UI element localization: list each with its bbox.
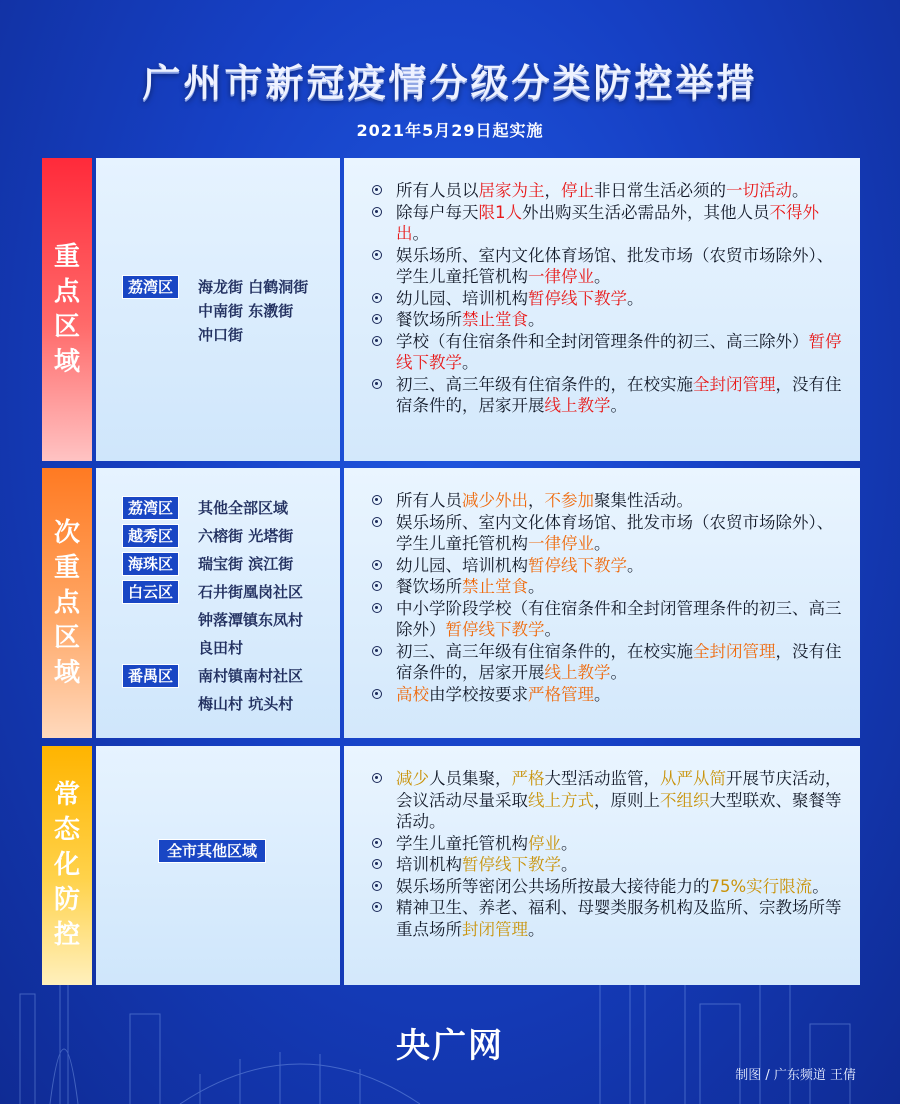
highlight-text: 减少外出	[462, 491, 528, 510]
zone-row-secondary	[42, 468, 860, 738]
highlight-text: 不得外出	[396, 202, 819, 243]
bullet-icon	[372, 581, 382, 591]
highlight-text: 封闭管理	[462, 919, 528, 939]
measure-item: 幼儿园、培训机构暂停线下教学。	[372, 288, 846, 310]
zone-label: 重 点 区 域	[42, 158, 92, 461]
page-title: 广州市新冠疫情分级分类防控举措	[142, 61, 758, 105]
measure-list-panel	[344, 158, 860, 461]
highlight-text: 禁止堂食	[462, 310, 528, 329]
measure-item: 除每户每天限1人外出购买生活必需品外，其他人员不得外出。	[372, 202, 846, 245]
highlight-text: 不组织	[660, 790, 710, 810]
measure-list	[372, 768, 846, 940]
district-tag: 海珠区	[122, 552, 179, 576]
measure-item: 幼儿园、培训机构暂停线下教学。	[372, 555, 846, 577]
street-list: 冲口街	[198, 326, 244, 344]
street-list: 石井街凰岗社区	[198, 583, 304, 601]
measure-item: 学校（有住宿条件和全封闭管理条件的初三、高三除外）暂停线下教学。	[372, 331, 846, 374]
highlight-text: 限1人	[478, 202, 522, 222]
measure-item: 娱乐场所等密闭公共场所按最大接待能力的75%实行限流。	[372, 876, 846, 898]
measure-item: 娱乐场所、室内文化体育场馆、批发市场（农贸市场除外）、学生儿童托管机构一律停业。	[372, 245, 846, 288]
measure-item: 所有人员以居家为主，停止非日常生活必须的一切活动。	[372, 180, 846, 202]
measure-item: 初三、高三年级有住宿条件的，在校实施全封闭管理，没有住宿条件的，居家开展线上教学。	[372, 374, 846, 417]
street-list: 海龙街 白鹤洞街	[198, 278, 309, 296]
zone-label: 次 重 点 区 域	[42, 468, 92, 738]
highlight-text: 一律停业	[528, 534, 594, 553]
highlight-text: 禁止堂食	[462, 577, 528, 596]
measure-list	[372, 490, 846, 705]
street-list: 其他全部区域	[198, 499, 289, 517]
zone-row-routine	[42, 746, 860, 985]
bullet-icon	[372, 379, 382, 389]
bullet-icon	[372, 207, 382, 217]
bullet-icon	[372, 646, 382, 656]
bullet-icon	[372, 495, 382, 505]
highlight-text: 居家为主	[478, 181, 545, 200]
highlight-text: 一切活动	[726, 181, 792, 200]
measure-item: 初三、高三年级有住宿条件的，在校实施全封闭管理，没有住宿条件的，居家开展线上教学。	[372, 641, 846, 684]
bullet-icon	[372, 293, 382, 303]
highlight-text: 75%实行限流	[709, 876, 813, 896]
bullet-icon	[372, 314, 382, 324]
district-list	[96, 746, 340, 985]
bullet-icon	[372, 185, 382, 195]
measure-item: 餐饮场所禁止堂食。	[372, 309, 846, 331]
highlight-text: 线上教学	[544, 396, 611, 415]
district-tag: 白云区	[122, 580, 179, 604]
bullet-icon	[372, 838, 382, 848]
highlight-text: 暂停线下教学	[396, 331, 842, 372]
measure-item: 餐饮场所禁止堂食。	[372, 576, 846, 598]
street-list: 钟落潭镇东凤村	[198, 611, 304, 629]
bullet-icon	[372, 773, 382, 783]
measure-item: 中小学阶段学校（有住宿条件和全封闭管理条件的初三、高三除外）暂停线下教学。	[372, 598, 846, 641]
highlight-text: 暂停线下教学	[462, 855, 561, 874]
measure-item: 减少人员集聚，严格大型活动监管，从严从简开展节庆活动，会议活动尽量采取线上方式，原则上不组织大型联欢、聚餐等活动。	[372, 768, 846, 833]
bullet-icon	[372, 881, 382, 891]
credit-text: 制图 / 广东频道 王倩	[735, 1068, 856, 1083]
highlight-text: 暂停线下教学	[528, 555, 627, 575]
highlight-text: 全封闭管理	[693, 374, 776, 394]
district-list	[96, 158, 340, 461]
district-tag: 荔湾区	[122, 275, 179, 299]
highlight-text: 线上教学	[544, 663, 611, 682]
highlight-text: 不参加	[544, 491, 594, 510]
highlight-text: 高校	[396, 684, 429, 704]
highlight-text: 从严从简	[660, 769, 726, 788]
bullet-icon	[372, 517, 382, 527]
street-list: 中南街 东漖街	[198, 302, 294, 320]
street-list: 南村镇南村社区	[198, 667, 304, 685]
measure-item: 高校由学校按要求严格管理。	[372, 684, 846, 706]
highlight-text: 严格管理	[528, 684, 594, 704]
bullet-icon	[372, 603, 382, 613]
district-tag: 全市其他区域	[158, 839, 266, 863]
measure-list	[372, 180, 846, 417]
zone-row-key	[42, 158, 860, 461]
highlight-text: 暂停线下教学	[445, 620, 545, 639]
bullet-icon	[372, 689, 382, 699]
street-list: 六榕街 光塔街	[198, 527, 294, 545]
bullet-icon	[372, 560, 382, 570]
highlight-text: 减少	[396, 769, 429, 788]
measure-item: 学生儿童托管机构停业。	[372, 833, 846, 855]
district-tag: 荔湾区	[122, 496, 179, 520]
street-list: 瑞宝街 滨江街	[198, 555, 294, 573]
highlight-text: 停业	[528, 833, 561, 853]
measure-item: 娱乐场所、室内文化体育场馆、批发市场（农贸市场除外）、学生儿童托管机构一律停业。	[372, 512, 846, 555]
bullet-icon	[372, 250, 382, 260]
street-list: 良田村	[198, 639, 244, 657]
highlight-text: 暂停线下教学	[528, 288, 627, 308]
street-list: 梅山村 坑头村	[198, 695, 294, 713]
measure-list-panel	[344, 468, 860, 738]
district-tag: 番禺区	[122, 664, 179, 688]
bullet-icon	[372, 859, 382, 869]
highlight-text: 全封闭管理	[693, 641, 776, 661]
highlight-text: 一律停业	[528, 267, 594, 286]
page-subtitle: 2021年5月29日起实施	[356, 121, 544, 140]
measure-item: 所有人员减少外出，不参加聚集性活动。	[372, 490, 846, 512]
brand-logo: 央广网	[396, 1026, 504, 1066]
zone-label: 常 态 化 防 控	[42, 746, 92, 985]
measure-item: 培训机构暂停线下教学。	[372, 854, 846, 876]
highlight-text: 线上方式	[528, 790, 594, 810]
district-tag: 越秀区	[122, 524, 179, 548]
district-list	[96, 468, 340, 738]
bullet-icon	[372, 336, 382, 346]
measure-list-panel	[344, 746, 860, 985]
highlight-text: 严格	[511, 769, 545, 788]
measure-item: 精神卫生、养老、福利、母婴类服务机构及监所、宗教场所等重点场所封闭管理。	[372, 897, 846, 940]
bullet-icon	[372, 902, 382, 912]
highlight-text: 停止	[561, 181, 594, 200]
